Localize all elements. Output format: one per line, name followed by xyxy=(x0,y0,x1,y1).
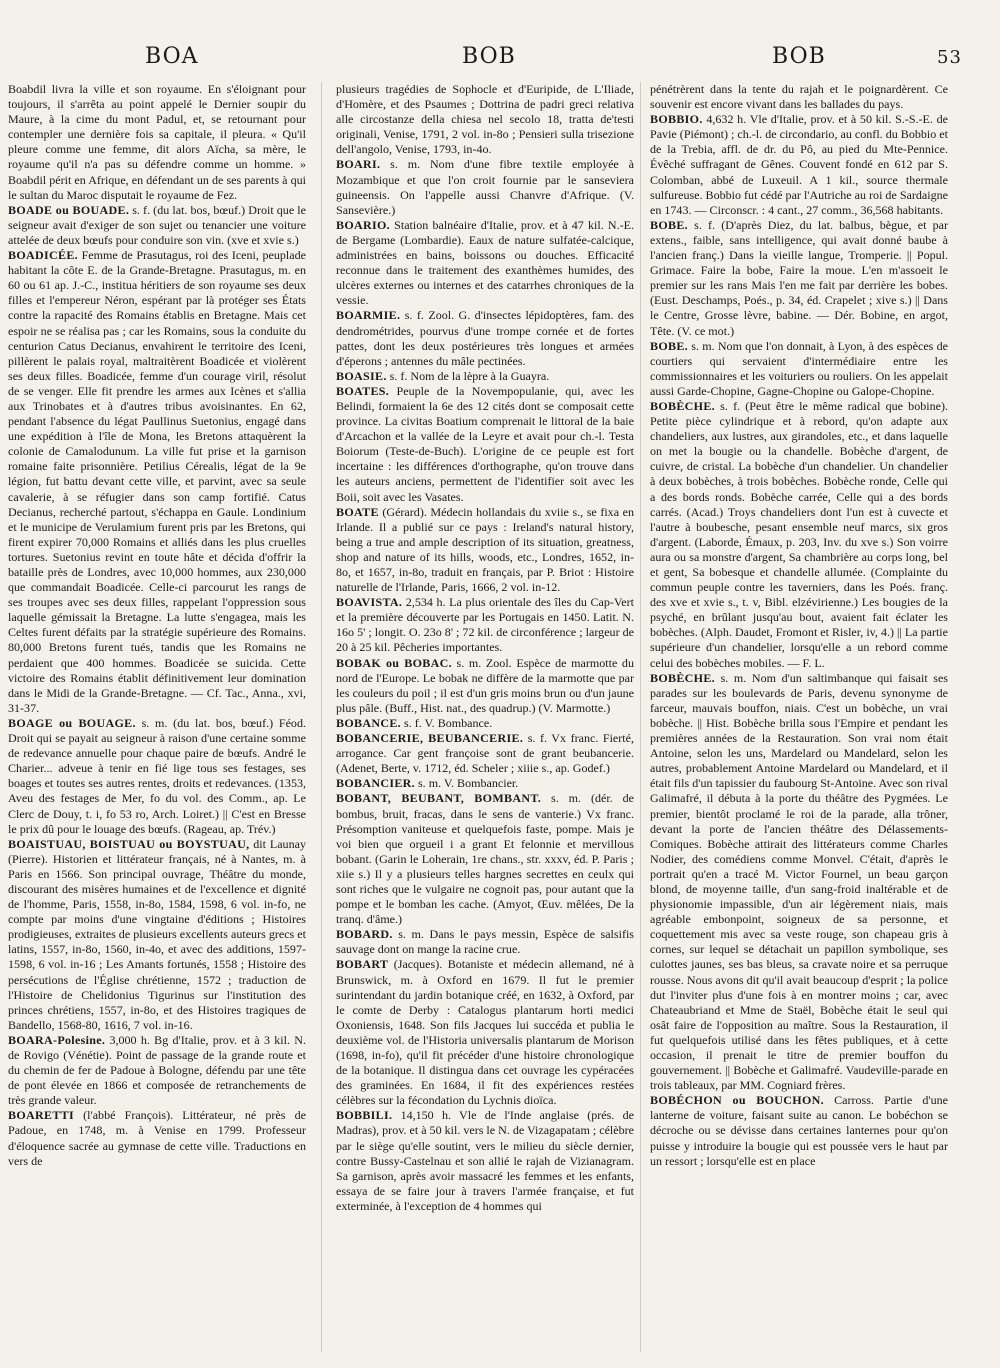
column-3 xyxy=(650,82,948,1358)
page-number: 53 xyxy=(937,47,962,68)
column-1 xyxy=(8,82,306,1358)
dictionary-entry xyxy=(8,837,306,1033)
entry-text: s. m. (dér. de bombus, bruit, fracas, dans le sens de vanterie.) Vx franc. Présomption vaniteuse et quelquefois faste, pompe. Mais je voi bien que orgueil i a grant Et felonnie et mervillous bobant. (Garin le Loherain, 1re chans., str. xxxv, éd. P. Paris ; xiie s.) Il y a plusieurs telles hargnes secrettes en ceulx qui sont riches que le vulgaire ne cognoit pas, pour autant que la pompe et le bomban les cache. (Amyot, Œuv. mêlées, De la tranq. d'âme.) xyxy=(336,791,634,927)
column-divider xyxy=(321,82,322,1352)
dictionary-entry xyxy=(336,731,634,776)
entry-headword: BOBANT, BEUBANT, BOMBANT. xyxy=(336,791,542,806)
dictionary-entry xyxy=(336,369,634,384)
running-head-left: BOA xyxy=(145,44,199,69)
entry-headword: BOARETTI xyxy=(8,1108,74,1123)
entry-text: 14,150 h. Vle de l'Inde anglaise (prés. de Madras), prov. et à 50 kil. vers le N. de Vizagapatam ; célèbre par le siège qu'elle soutint, vers le milieu du siècle dernier, contre Bussy-Castelnau et son allié le rajah de Vizianagram. Sa garnison, après avoir massacré les femmes et les enfants, essaya de se faire jour à travers l'armée française, et fut exterminée, à l'exception de 4 hommes qui xyxy=(336,1108,634,1213)
entry-headword: BOBANCERIE, BEUBANCERIE. xyxy=(336,731,524,746)
dictionary-entry xyxy=(336,384,634,505)
entry-headword: BOATE xyxy=(336,504,379,519)
entry-headword: BOARMIE. xyxy=(336,308,401,323)
dictionary-entry xyxy=(8,1033,306,1108)
dictionary-entry xyxy=(336,82,634,157)
dictionary-entry xyxy=(8,1108,306,1168)
dictionary-entry xyxy=(8,248,306,716)
dictionary-entry xyxy=(336,218,634,309)
entry-text: s. m. Dans le pays messin, Espèce de salsifis sauvage dont on mange la racine crue. xyxy=(336,927,634,957)
entry-text: dit Launay (Pierre). Historien et littérateur français, né à Nantes, m. à Paris en 1566. Son principal ouvrage, Théâtre du monde, discourant des misères humaines et de l'excellence et dignité de l'homme, Paris, 1558, in-8o, 1584, 1598, 6 vol. in-fo, ne compte par moins d'une vingtaine d'éditions ; Histoires prodigieuses, extraites de plusieurs excellents auteurs grecs et latins, 1557, in-8o, 1560, in-4o, et avec des additions, 1597-1598, 6 vol. in-16 ; Les Amants fortunés, 1558 ; Histoire des persécutions de l'Église chrétienne, 1572 ; traduction de l'Histoire de Chelidonius Tigurinus sur l'institution des princes chrétiens, 1557, in-8o, et des Histoires tragiques de Bandello, 1568-80, 1616, 7 vol. in-16. xyxy=(8,836,306,1032)
entry-text: s. m. (du lat. bos, bœuf.) Féod. Droit qui se payait au seigneur à raison d'une certaine somme de redevance annuelle pour chaque paire de bœufs. André le Charier... adveue à tenir en fié lige tous ses festages, ses boages et toutes ses autres rentes, droits et redevances. (1353, Aveu des festages de Mer, fo du vol. des Comm., ap. Le Clerc de Douy, t. i, fo 53 ro, Arch. Loiret.) || C'est en Bresse le prix dû pour le louage des bœufs. (Rageau, ap. Trév.) xyxy=(8,715,306,836)
entry-headword: BOBBIO. xyxy=(650,112,703,127)
entry-headword: BOADICÉE. xyxy=(8,248,78,263)
entry-text: s. m. Nom que l'on donnait, à Lyon, à des espèces de courtiers qui servaient d'intermédiaire entre les commissionnaires et les voituriers ou rouliers. On les appelait aussi Garde-Chopine, Gagne-Chopine ou Galope-Chopine. xyxy=(650,338,948,398)
entry-headword: BOARI. xyxy=(336,157,381,172)
entry-text: Station balnéaire d'Italie, prov. et à 47 kil. N.-E. de Bergame (Lombardie). Eaux de nature sulfatée-calcique, administrées en bains, boissons ou douches. Efficacité reconnue dans le traitement des exanthèmes humides, des ulcères externes ou internes et des catarrhes chroniques de la vessie. xyxy=(336,217,634,308)
entry-headword: BOBANCE. xyxy=(336,715,401,730)
dictionary-entry xyxy=(650,1093,948,1168)
entry-headword: BOBE. xyxy=(650,217,688,232)
entry-text: plusieurs tragédies de Sophocle et d'Euripide, de L'Iliade, d'Homère, et des Psaumes ; Dottrina de padri greci relativa alle circostanze della chiesa nel secolo 18, tratta de'testi originali, Venise, 1791, 2 vol. in-8o ; Pensieri sulla trisezione dell'angolo, Venise, 1793, in-4o. xyxy=(336,82,634,157)
entry-text: s. f. (du lat. bos, bœuf.) Droit que le seigneur avait d'exiger de son sujet ou tenancier une voiture attelée de deux bœufs pour conduire son vin. (xve et xvie s.) xyxy=(8,202,306,247)
entry-headword: BOBE. xyxy=(650,338,688,353)
dictionary-entry xyxy=(650,82,948,112)
entry-text: s. m. Nom d'une fibre textile employée à Mozambique et que l'on croit fournie par le sanseviera guineensis. On l'appelle aussi Chanvre d'Afrique. (V. Sansevière.) xyxy=(336,157,634,217)
entry-headword: BOARIO. xyxy=(336,217,390,232)
entry-headword: BOBANCIER. xyxy=(336,776,415,791)
entry-text: s. f. Vx franc. Fierté, arrogance. Car gent françoise sont de grant beubancerie. (Adenet, Berte, v. 1712, éd. Scheler ; xiiie s., ap. Godef.) xyxy=(336,731,634,776)
entry-headword: BOATES. xyxy=(336,383,390,398)
dictionary-entry xyxy=(650,112,948,218)
entry-text: s. m. Nom d'un saltimbanque qui faisait ses parades sur les boulevards de Paris, devenu synonyme de farceur, mauvais bouffon, niais. C'est un bobèche, un vrai bobèche. || Hist. Bobèche brilla sous l'Empire et pendant les premières années de la Restauration. Son vrai nom était Antoine, selon les uns, Mardelard ou Mandelard, selon les autres, probablement Antoine Mardelard ou Mandelard, et il était fils d'un tapissier du faubourg St-Antoine. Avec son rival Galimafré, il débuta à la porte du théâtre des Pygmées. Le premier, bientôt proclamé le roi de la parade, alla trôner, devant la porte de l'ancien théâtre des Délassements-Comiques. Bobèche attirait des littérateurs comme Charles Nodier, des comédiens comme Monvel. C'était, d'après le portrait qu'en a tracé M. Victor Fournel, un beau garçon blond, de moyenne taille, d'un sang-froid inaltérable et de physionomie impassible, d'un air légèrement niais, mais agréable embonpoint, soigneux de sa personne, et coquettement mis avec sa veste rouge, son chapeau gris à cornes, sur lequel se détachait un papillon symbolique, ses culottes jaunes, ses bas bleus, sa cravate noire et sa perruque rousse. Nous avons dit qu'il avait beaucoup d'esprit ; la police dut l'inviter plus d'une fois à en montrer moins ; car, avec Chateaubriand et Mme de Staël, Bobèche était le seul qui osât faire de l'opposition au maître. Sous la Restauration, il fut quelquefois utilisé dans les fêtes publiques, et à cette occasion, il prenait le titre de premier bouffon du gouvernement. || Bobèche et Galimafré. Vaudeville-parade en trois tableaux, par MM. Cogniard frères. xyxy=(650,670,948,1093)
entry-text: (l'abbé François). Littérateur, né près de Padoue, en 1748, m. à Venise en 1799. Professeur d'éloquence sacrée au gymnase de cette ville. Traductions en vers de xyxy=(8,1108,306,1168)
entry-text: 4,632 h. Vle d'Italie, prov. et à 50 kil. S.-S.-E. de Pavie (Piémont) ; ch.-l. de circondario, au confl. du Bobbio et de la Trebia, affl. de dr. du Pô, au pied du Mte-Pennice. Évêché suffragant de Gênes. Couvent fondé en 612 par S. Colomban, abbé de Luxeuil. A 1 kil., source thermale sulfureuse. Bobbio fut cédé par l'Autriche au roi de Sardaigne en 1743. — Circonscr. : 4 cant., 27 comm., 36,568 habitants. xyxy=(650,112,948,217)
dictionary-entry xyxy=(336,776,634,791)
entry-headword: BOARA-Polesine. xyxy=(8,1032,106,1047)
entry-text: s. f. Zool. G. d'insectes lépidoptères, fam. des dendrométrides, pourvus d'une trompe cornée et de fortes pattes, dont les deux postérieures très longues et armées d'éperons ; antennes du mâle pectinées. xyxy=(336,308,634,368)
entry-headword: BOBÈCHE. xyxy=(650,398,715,413)
dictionary-entry xyxy=(336,1108,634,1214)
entry-text: s. f. (Peut être le même radical que bobine). Petite pièce cylindrique et à rebord, qu'on adapte aux chandeliers, aux lustres, aux girandoles, etc., et dans laquelle on met la bougie ou la chandelle. Bobèche d'argent, de cuivre, de cristal. La bobèche d'un chandelier. Un chandelier à deux bobèches, à trois bobèches. Bobèche ronde, Celle qui a des bords ronds. Bobèche carrée, Celle qui a des bords carrés. (Acad.) Troys chandeliers dont l'un est à cuvecte et l'autre à boubesche, pesant ensemble neuf marcs, six gros d'argent. (Laborde, Émaux, p. 203, Inv. du xve s.) Son voirre aura ou sa monstre d'argent, Sa chambrière au corps long, bel et gent, Sa bobesque et chandelle allumée. (Complainte du commun peuple contre les taverniers, dans les Poés. franç. des xve et xvie s., t. v, Bibl. elzévirienne.) Les bougies de la psyché, en brûlant jusqu'au bout, avaient fait éclater les bobèches. (Alph. Daudet, Fromont et Risler, iv, 4.) || La partie supérieure d'un chandelier, lorsqu'elle a un rebord comme celui des bobèches mobiles. — F. L. xyxy=(650,398,948,670)
dictionary-entry xyxy=(650,399,948,671)
dictionary-entry xyxy=(8,203,306,248)
entry-text: s. m. Zool. Espèce de marmotte du nord de l'Europe. Le bobak ne diffère de la marmotte que par les couleurs du poil ; il est d'un gris moins brun ou d'un jaune plus pâle. (Buff., Hist. nat., des quadrup.) (V. Marmotte.) xyxy=(336,655,634,715)
entry-text: Boabdil livra la ville et son royaume. En s'éloignant pour toujours, il s'arrêta au point appelé le Dernier soupir du Maure, à la cime du mont Padul, et, se retournant pour contempler une dernière fois sa capitale, il pleura. « Qu'il pleure comme une femme, dit alors Aïcha, sa mère, le royaume qu'il n'a pas su défendre comme un homme. » Boabdil périt en Afrique, en défendant un de ses parents à qui le sultan du Maroc disputait le royaume de Fez. xyxy=(8,82,306,202)
entry-headword: BOADE ou BOUADE. xyxy=(8,202,130,217)
entry-headword: BOAISTUAU, BOISTUAU ou BOYSTUAU, xyxy=(8,836,250,851)
entry-text: Femme de Prasutagus, roi des Iceni, peuplade habitant la côte E. de la Grande-Bretagne. Prasutagus, m. en 60 ou 61 ap. J.-C., institua héritiers de son royaume ses deux filles et l'empereur Néron, espérant par là protéger ses États contre la rapacité des Romains établis en Bretagne. Mais cet espoir ne se réalisa pas ; car les Romains, sous la conduite du centurion Catus Decianus, envahirent le territoire des Iceni, pillèrent le palais royal, maltraitèrent Boadicée et violèrent ses deux filles. Boadicée, femme d'un courage viril, résolut de se venger. Elle fit prendre les armes aux Icènes et s'allia aux Trinobates et à d'autres tribus avoisinantes. En 62, pendant l'absence du légat Paullinus Suetonius, engagé dans une expédition à l'île de Mona, les Bretons attaquèrent la colonie de Camalodunum. La ville fut prise et la garnison romaine faite prisonnière. Petilius Cérealis, légat de la 9e légion, fut battu devant cette ville, et parvint, avec sa seule cavalerie, à se réfugier dans son camp fortifié. Catus Decianus, recherché partout, s'échappa en Gaule. Londinium et le municipe de Verulamium furent pris par les Bretons, qui firent expirer 70,000 Romains et alliés dans les plus cruelles tortures. Suetonius revint en toute hâte et décida d'offrir la bataille près de Londres, avec 10,000 hommes, aux 230,000 que commandait Boadicée. Celle-ci parcourut les rangs de ses troupes avec ses deux filles, rappelant l'oppression sous laquelle gémissait la Bretagne. La lutte s'engagea, mais les Celtes furent défaits par la stratégie supérieure des Romains. 80,000 Bretons furent tués, tandis que les Romains ne perdaient que 400 hommes. Boadicée se suicida. Cette victoire des Romains établit définitivement leur domination dans le Midi de la Grande-Bretagne. — Cf. Tac., Anna., xvi, 31-37. xyxy=(8,248,306,715)
running-head-right: BOB xyxy=(772,44,826,69)
entry-text: 3,000 h. Bg d'Italie, prov. et à 3 kil. N. de Rovigo (Vénétie). Point de passage de la grande route et du chemin de fer de Padoue à Bologne, défendu par une tête de pont élevée en 1866 et composée de retranchements de très grande valeur. xyxy=(8,1032,306,1108)
dictionary-entry xyxy=(336,716,634,731)
dictionary-entry xyxy=(650,339,948,399)
entry-headword: BOAGE ou BOUAGE. xyxy=(8,715,136,730)
running-head-center: BOB xyxy=(462,44,516,69)
entry-headword: BOBÈCHE. xyxy=(650,670,715,685)
column-divider xyxy=(640,82,641,1352)
dictionary-entry xyxy=(8,82,306,203)
dictionary-entry xyxy=(336,595,634,655)
entry-headword: BOBARD. xyxy=(336,927,393,942)
entry-headword: BOBÉCHON ou BOUCHON. xyxy=(650,1093,824,1108)
entry-text: s. m. V. Bombancier. xyxy=(414,776,519,791)
dictionary-entry xyxy=(336,927,634,957)
entry-text: pénétrèrent dans la tente du rajah et le poignardèrent. Ce souvenir est encore vivant dans les ballades du pays. xyxy=(650,82,948,112)
dictionary-entry xyxy=(336,157,634,217)
entry-text: (Gérard). Médecin hollandais du xviie s., se fixa en Irlande. Il a publié sur ce pays : Ireland's natural history, being a true and ample description of its situation, greatness, shop and nature of its hills, woods, etc., Londres, 1652, in-8o, et 1657, in-8o, traduit en français, par P. Briot : Histoire naturelle de l'Irlande, Paris, 1666, 2 vol. in-12. xyxy=(336,504,634,595)
entry-headword: BOASIE. xyxy=(336,368,387,383)
entry-headword: BOBAK ou BOBAC. xyxy=(336,655,452,670)
running-head xyxy=(0,38,1000,78)
dictionary-entry xyxy=(336,656,634,716)
entry-text: s. f. V. Bombance. xyxy=(401,715,493,730)
dictionary-entry xyxy=(336,957,634,1108)
entry-text: (Jacques). Botaniste et médecin allemand, né à Brunswick, m. à Oxford en 1679. Il fut le premier surintendant du jardin botanique créé, en 1632, à Oxford, par le comte de Derby : Catalogus plantarum horti medici Oxoniensis, 1648. Son fils Jacques lui succéda et publia le deuxième vol. de l'Historia universalis plantarum de Morison (1698, in-fo), qu'il fit précéder d'une histoire chronologique de la botanique. Il distingua dans cet ouvrage les cypéracées des graminées. En 1684, il fit des expériences restées célèbres sur la fécondation du Lychnis dioïca. xyxy=(336,957,634,1108)
dictionary-entry xyxy=(650,218,948,339)
entry-text: 2,534 h. La plus orientale des îles du Cap-Vert et la première découverte par les Portugais en 1450. Latit. N. 16o 5' ; longit. O. 23o 8' ; 72 kil. de circonférence ; largeur de 20 à 25 kil. Pêcheries importantes. xyxy=(336,595,634,655)
entry-headword: BOAVISTA. xyxy=(336,595,403,610)
entry-text: Carross. Partie d'une lanterne de voiture, faisant suite au canon. Le bobéchon se décroche ou se dévisse dans certaines lanternes pour qu'on puisse y introduire la bougie qui est poussée vers le haut par un ressort ; lorsqu'elle est en place xyxy=(650,1093,948,1168)
dictionary-entry xyxy=(336,791,634,927)
entry-headword: BOBART xyxy=(336,957,389,972)
entry-text: s. f. (D'après Diez, du lat. balbus, bègue, et par extens., faible, sans intelligence, qui avait donné baube à l'ancien franç.) Dans la vieille langue, Tromperie. || Popul. Grimace. Faire la bobe, Faire la moue. L'en m'assoeit le premier sur les rans Mais l'en me fait par derrière les bobes. (Eust. Deschamps, Poés., p. 34, éd. Crapelet ; xive s.) || Dans le Centre, Grosse lèvre, babine. — Dér. Bobine, en argot, Tête. (V. ce mot.) xyxy=(650,217,948,338)
entry-headword: BOBBILI. xyxy=(336,1108,393,1123)
entry-text: s. f. Nom de la lèpre à la Guayra. xyxy=(386,368,550,383)
dictionary-entry xyxy=(650,671,948,1094)
column-2 xyxy=(336,82,634,1358)
dictionary-entry xyxy=(336,308,634,368)
dictionary-entry xyxy=(336,505,634,596)
entry-text: Peuple de la Novempopulanie, qui, avec les Belindi, formaient la 6e des 12 cités dont se composait cette province. La civitas Boatium comprenait le littoral de la baie d'Arcachon et la vallée de la Leyre et avait pour ch.-l. Testa Boiorum (Teste-de-Buch). L'origine de ce peuple est fort incertaine : les différences d'orthographe, qu'on trouve dans les auteurs anciens, permettent de l'identifier soit avec les Boii, soit avec les Vasates. xyxy=(336,383,634,504)
dictionary-entry xyxy=(8,716,306,837)
